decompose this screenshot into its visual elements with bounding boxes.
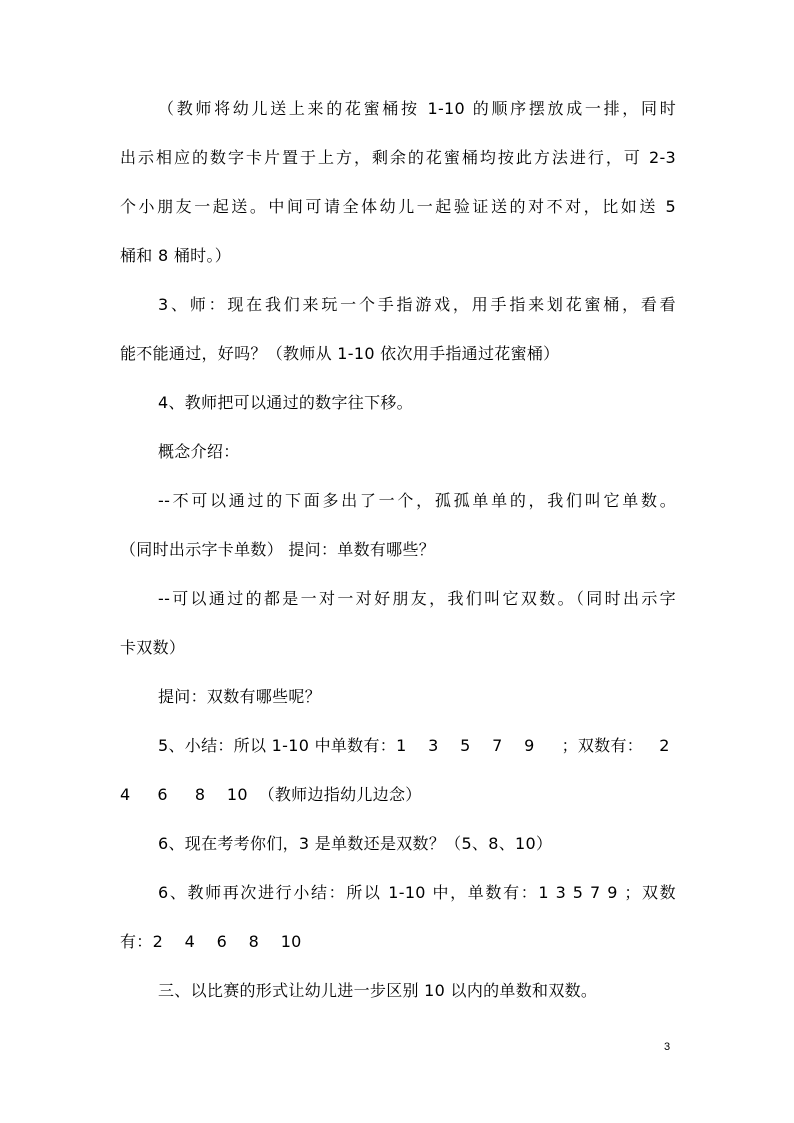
paragraph-line: 4、教师把可以通过的数字往下移。 [158,393,413,412]
paragraph-line: （同时出示字卡单数） 提问：单数有哪些？ [120,540,436,559]
paragraph-line: 提问：双数有哪些呢？ [158,687,322,706]
paragraph-line: （教师将幼儿送上来的花蜜桶按 1-10 的顺序摆放成一排，同时 [158,99,676,118]
paragraph-line: 5、小结：所以 1-10 中单数有：1 3 5 7 9 ；双数有： 2 [158,736,670,755]
paragraph-line: 桶和 8 桶时。） [120,246,232,265]
page-number: 3 [664,1041,671,1053]
paragraph-line: 4 6 8 10 （教师边指幼儿边念） [120,785,422,804]
paragraph-line: 卡双数） [120,638,186,657]
paragraph-line: --不可以通过的下面多出了一个，孤孤单单的，我们叫它单数。 [158,491,676,510]
paragraph-line: 能不能通过，好吗？（教师从 1-10 依次用手指通过花蜜桶） [120,344,560,363]
paragraph-line: 有：2 4 6 8 10 [120,932,302,951]
paragraph-line: 3、师：现在我们来玩一个手指游戏，用手指来划花蜜桶，看看 [158,295,676,314]
section-heading: 概念介绍： [158,442,240,461]
paragraph-line: 个小朋友一起送。中间可请全体幼儿一起验证送的对不对，比如送 5 [120,197,676,216]
paragraph-line: 出示相应的数字卡片置于上方，剩余的花蜜桶均按此方法进行，可 2-3 [120,148,676,167]
paragraph-line: 6、教师再次进行小结：所以 1-10 中，单数有：1 3 5 7 9 ；双数 [158,883,676,902]
section-heading: 三、以比赛的形式让幼儿进一步区别 10 以内的单数和双数。 [158,981,598,1000]
paragraph-line: 6、现在考考你们，3 是单数还是双数？（5、8、10） [158,834,553,853]
paragraph-line: --可以通过的都是一对一对好朋友，我们叫它双数。（同时出示字 [158,589,676,608]
